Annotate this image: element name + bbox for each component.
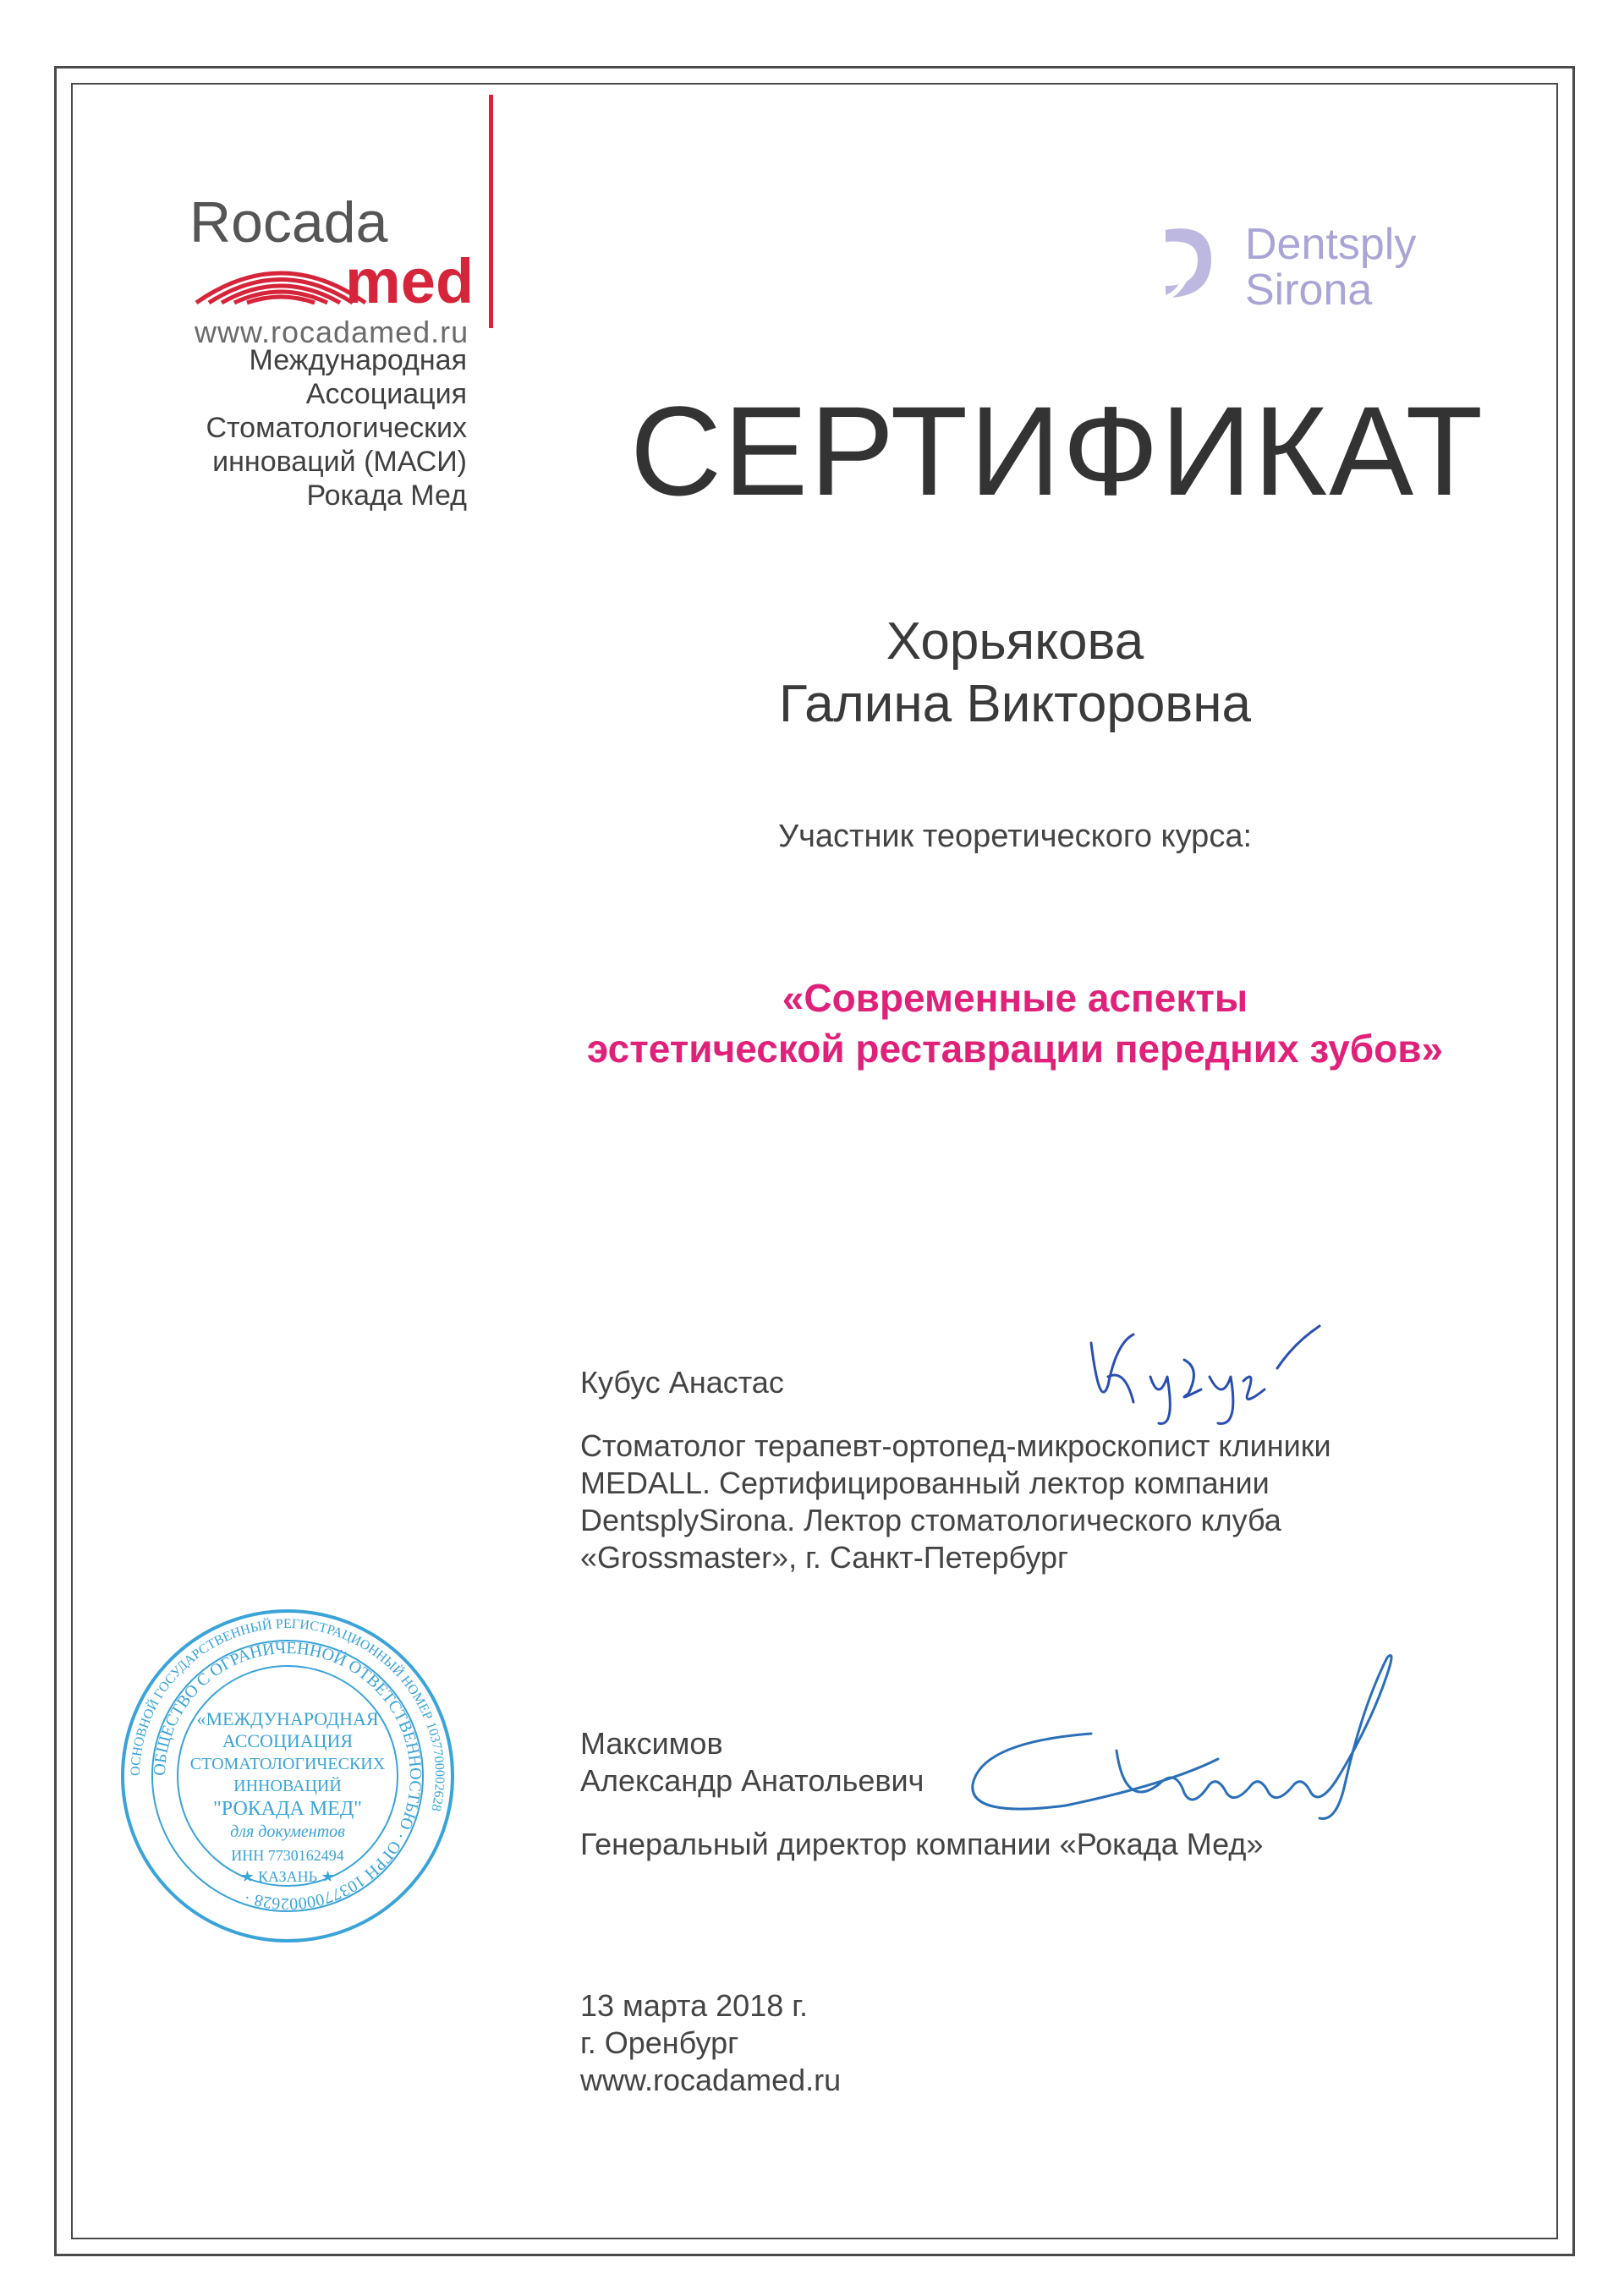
director-surname: Максимов	[580, 1726, 723, 1761]
stamp-ring-text: ОБЩЕСТВО С ОГРАНИЧЕННОЙ ОТВЕТСТВЕННОСТЬЮ · ОГРН 1037700002628 ·	[150, 1638, 425, 1914]
organization-stamp	[118, 1607, 457, 1945]
dentsply-sirona-logo	[1160, 213, 1482, 315]
lecturer-desc-line: DentsplySirona. Лектор стоматологического клуба	[580, 1503, 1281, 1537]
lecturer-desc-line: «Grossmaster», г. Санкт-Петербург	[580, 1540, 1069, 1575]
recipient-surname: Хорьякова	[886, 612, 1144, 671]
stamp-sub: для документов	[230, 1822, 345, 1841]
lecturer-desc-line: Стоматолог терапевт-ортопед-микроскопист клиники	[580, 1428, 1331, 1463]
recipient-given-name: Галина Викторовна	[779, 675, 1251, 733]
certificate-title: СЕРТИФИКАТ	[629, 380, 1485, 522]
issue-date: 13 марта 2018 г.	[580, 1988, 808, 2023]
org-line: Рокада Мед	[306, 479, 467, 512]
lecturer-signature	[1074, 1309, 1328, 1427]
org-line: Ассоциация	[305, 378, 467, 410]
lecturer-desc-line: MEDALL. Сертифицированный лектор компании	[580, 1466, 1270, 1500]
stamp-center-line: СТОМАТОЛОГИЧЕСКИХ	[189, 1755, 386, 1773]
org-line: Международная	[249, 344, 467, 376]
director-position: Генеральный директор компании «Рокада Мед»	[580, 1827, 1264, 1861]
director-name	[580, 1725, 924, 1800]
participant-label: Участник теоретического курса:	[777, 819, 1253, 854]
footer-website: www.rocadamed.ru	[580, 2063, 842, 2097]
issue-city: г. Оренбург	[580, 2025, 739, 2060]
certificate-footer	[580, 1987, 841, 2099]
org-line: инноваций (МАСИ)	[212, 446, 467, 478]
stamp-center-line: «МЕЖДУНАРОДНАЯ	[196, 1708, 379, 1729]
rocada-med-logo	[188, 193, 492, 311]
stamp-outer-text: ОСНОВНОЙ ГОСУДАРСТВЕННЫЙ РЕГИСТРАЦИОННЫЙ НОМЕР 1037700002628	[128, 1616, 447, 1813]
stamp-center-line: ИННОВАЦИЙ	[233, 1777, 342, 1795]
org-line: Стоматологических	[206, 412, 467, 444]
sirona-word: Sirona	[1245, 266, 1373, 315]
organization-name	[206, 343, 467, 512]
dentsply-word: Dentsply	[1245, 220, 1417, 269]
brand-website: www.rocadamed.ru	[195, 315, 469, 349]
recipient-name	[508, 611, 1522, 736]
stamp-inn: ИНН 7730162494	[231, 1847, 344, 1864]
rocada-logo-word: Rocada	[189, 193, 388, 255]
lecturer-name: Кубус Анастас	[580, 1365, 784, 1400]
stamp-center-line: "РОКАДА МЕД"	[213, 1798, 362, 1820]
course-line: эстетической реставрации передних зубов»	[586, 1027, 1444, 1071]
course-line: «Современные аспекты	[782, 976, 1248, 1020]
course-title	[423, 973, 1607, 1074]
stamp-center-line: АССОЦИАЦИЯ	[222, 1730, 354, 1751]
director-given-name: Александр Анатольевич	[580, 1763, 924, 1798]
med-logo-word: med	[345, 246, 475, 311]
stamp-city: ★ КАЗАНЬ ★	[240, 1868, 335, 1885]
director-signature	[964, 1641, 1421, 1827]
lecturer-description	[580, 1427, 1443, 1576]
